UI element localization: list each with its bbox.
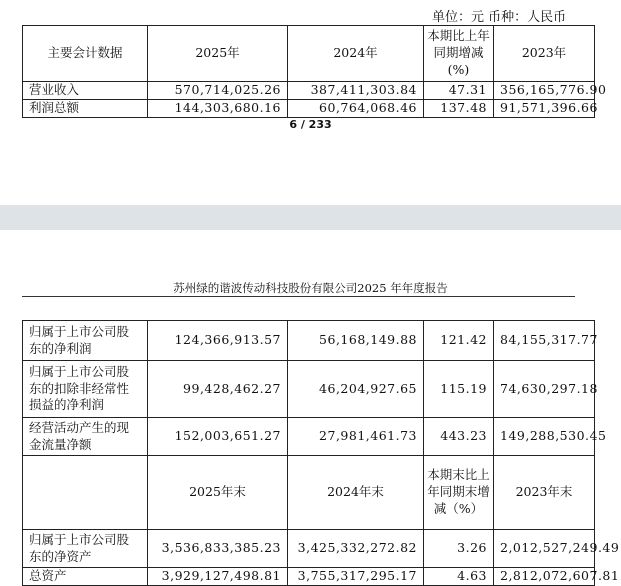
row-label: 营业收入: [23, 82, 148, 100]
value-cell: 46,204,927.65: [288, 361, 424, 418]
report-header: 苏州绿的谐波传动科技股份有限公司2025 年年度报告: [173, 281, 448, 295]
table-row: [23, 530, 595, 568]
table-row: [23, 361, 595, 418]
row-label: 归属于上市公司股东的净利润: [23, 321, 148, 361]
value-cell: 47.31: [424, 82, 494, 100]
table-row: [23, 100, 595, 118]
value-cell: 144,303,680.16: [148, 100, 288, 118]
value-cell: 115.19: [424, 361, 494, 418]
value-cell: 2,012,527,249.49: [494, 530, 595, 568]
page-separator: [0, 205, 621, 230]
table-row: [23, 418, 595, 456]
row-label: 总资产: [23, 568, 148, 586]
row-label: 经营活动产生的现金流量净额: [23, 418, 148, 456]
row-label: 利润总额: [23, 100, 148, 118]
key-accounting-data-table: [22, 25, 607, 118]
value-cell: 121.42: [424, 321, 494, 361]
value-cell: 443.23: [424, 418, 494, 456]
header-cell: 2023年: [494, 26, 595, 82]
value-cell: 3,755,317,295.17: [288, 568, 424, 586]
value-cell: 60,764,068.46: [288, 100, 424, 118]
value-cell: 137.48: [424, 100, 494, 118]
value-cell: 4.63: [424, 568, 494, 586]
value-cell: 3.26: [424, 530, 494, 568]
key-accounting-data-table-continued: [22, 320, 620, 586]
value-cell: 3,425,332,272.82: [288, 530, 424, 568]
table-header-row: [23, 456, 595, 530]
value-cell: 3,536,833,385.23: [148, 530, 288, 568]
page-number: 6 / 233: [289, 118, 332, 131]
value-cell: 124,366,913.57: [148, 321, 288, 361]
value-cell: 74,630,297.18: [494, 361, 595, 418]
value-cell: 84,155,317.77: [494, 321, 595, 361]
value-cell: 152,003,651.27: [148, 418, 288, 456]
header-cell: 2025年末: [148, 456, 288, 530]
header-cell: 2023年末: [494, 456, 595, 530]
value-cell: 356,165,776.90: [494, 82, 595, 100]
value-cell: 387,411,303.84: [288, 82, 424, 100]
value-cell: 2,812,072,607.81: [494, 568, 595, 586]
table-header-row: [23, 26, 595, 82]
header-cell: 2024年: [288, 26, 424, 82]
header-cell: [23, 456, 148, 530]
row-label: 归属于上市公司股东的扣除非经常性损益的净利润: [23, 361, 148, 418]
table-row: [23, 82, 595, 100]
table-row: [23, 568, 595, 586]
table-row: [23, 321, 595, 361]
value-cell: 27,981,461.73: [288, 418, 424, 456]
value-cell: 56,168,149.88: [288, 321, 424, 361]
header-cell: 2024年末: [288, 456, 424, 530]
row-label: 归属于上市公司股东的净资产: [23, 530, 148, 568]
unit-currency-line: 单位：元 币种：人民币: [432, 10, 567, 25]
value-cell: 570,714,025.26: [148, 82, 288, 100]
value-cell: 91,571,396.66: [494, 100, 595, 118]
value-cell: 3,929,127,498.81: [148, 568, 288, 586]
header-rule: [22, 296, 575, 297]
header-cell: 本期比上年同期增减(%): [424, 26, 494, 82]
header-cell: 2025年: [148, 26, 288, 82]
value-cell: 99,428,462.27: [148, 361, 288, 418]
header-cell: 主要会计数据: [23, 26, 148, 82]
value-cell: 149,288,530.45: [494, 418, 595, 456]
header-cell: 本期末比上年同期末增减（%）: [424, 456, 494, 530]
